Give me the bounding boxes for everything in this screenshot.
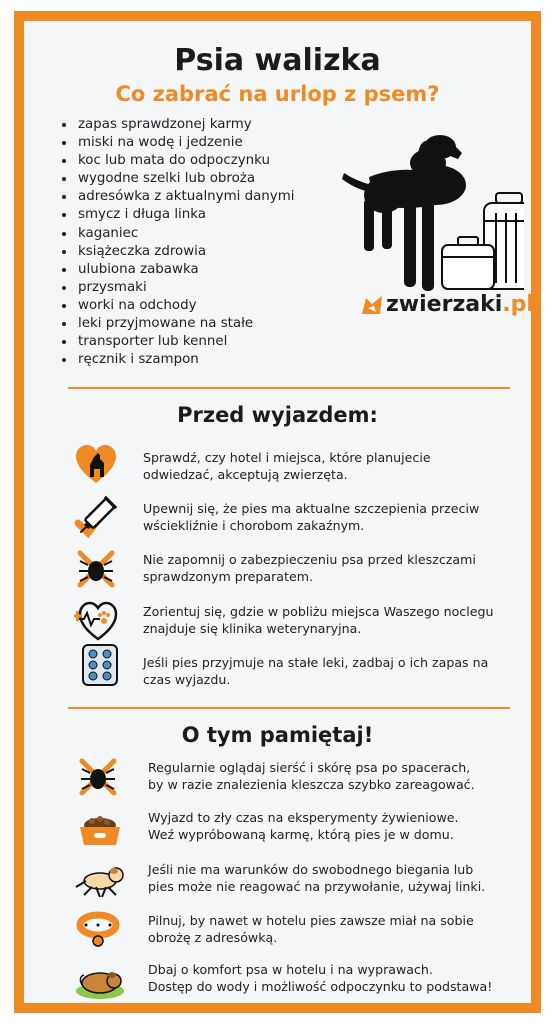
syringe-icon <box>74 495 118 539</box>
section-heading-before-trip: Przed wyjazdem: <box>177 403 378 427</box>
list-item: • książeczka zdrowia <box>76 243 294 261</box>
sleeping-dog-icon <box>74 957 126 1001</box>
page-subtitle: Co zabrać na urlop z psem? <box>115 82 440 106</box>
pills-icon <box>80 643 120 687</box>
tick-crossed-icon <box>74 547 118 591</box>
list-item: • koc lub mata do odpoczynku <box>76 152 294 170</box>
list-item: • transporter lub kennel <box>76 333 294 351</box>
before-trip-text-1: Sprawdź, czy hotel i miejsca, które planujecie odwiedzać, akceptują zwierzęta. <box>143 450 431 482</box>
list-item: • kaganiec <box>76 225 294 243</box>
before-trip-text-2: Upewnij się, że pies ma aktualne szczepienia przeciw wściekliźnie i chorobom zakaźnym. <box>143 501 480 533</box>
list-item: • leki przyjmowane na stałe <box>76 315 294 333</box>
remember-text-2: Wyjazd to zły czas na eksperymenty żywieniowe. Weź wypróbowaną karmę, którą pies je w domu. <box>148 810 459 842</box>
before-trip-text-4: Zorientuj się, gdzie w pobliżu miejsca Waszego noclegu znajduje się klinika weterynaryjna. <box>143 604 494 636</box>
list-item: • przysmaki <box>76 279 294 297</box>
food-bowl-icon <box>76 809 124 853</box>
list-item: • adresówka z aktualnymi danymi <box>76 188 294 206</box>
page-title: Psia walizka <box>174 43 381 78</box>
running-dog-icon <box>72 857 126 901</box>
list-item: • ulubiona zabawka <box>76 261 294 279</box>
remember-text-3: Jeśli nie ma warunków do swobodnego biegania lub pies może nie reagować na przywołanie, używaj linki. <box>148 862 486 894</box>
list-item: • miski na wodę i jedzenie <box>76 134 294 152</box>
section-divider <box>68 707 510 709</box>
brand-logo-icon <box>360 294 384 316</box>
list-item: • worki na odchody <box>76 297 294 315</box>
infographic-frame <box>14 11 541 1013</box>
remember-text-1: Regularnie oglądaj sierść i skórę psa po spacerach, by w razie znalezienia kleszcza szybko zareagować. <box>148 760 475 792</box>
list-item: • smycz i długa linka <box>76 206 294 224</box>
collar-icon <box>76 907 120 951</box>
before-trip-text-3: Nie zapomnij o zabezpieczeniu psa przed kleszczami sprawdzonym preparatem. <box>143 552 476 584</box>
section-divider <box>68 387 510 389</box>
before-trip-text-5: Jeśli pies przyjmuje na stałe leki, zadbaj o ich zapas na czas wyjazdu. <box>143 655 489 687</box>
vet-heart-icon <box>74 599 118 643</box>
remember-text-5: Dbaj o komfort psa w hotelu i na wyprawach. Dostęp do wody i możliwość odpoczynku to podstawa! <box>148 962 493 994</box>
packing-list <box>58 116 294 369</box>
section-heading-remember: O tym pamiętaj! <box>181 723 374 747</box>
tick-crossed-icon <box>76 755 120 799</box>
brand-name: zwierzaki.pl <box>386 292 534 317</box>
list-item: • zapas sprawdzonej karmy <box>76 116 294 134</box>
list-item: • wygodne szelki lub obroża <box>76 170 294 188</box>
list-item: • ręcznik i szampon <box>76 351 294 369</box>
heart-dog-icon <box>74 443 118 487</box>
dog-with-suitcases-illustration <box>324 133 524 293</box>
remember-text-4: Pilnuj, by nawet w hotelu pies zawsze miał na sobie obrożę z adresówką. <box>148 913 474 945</box>
